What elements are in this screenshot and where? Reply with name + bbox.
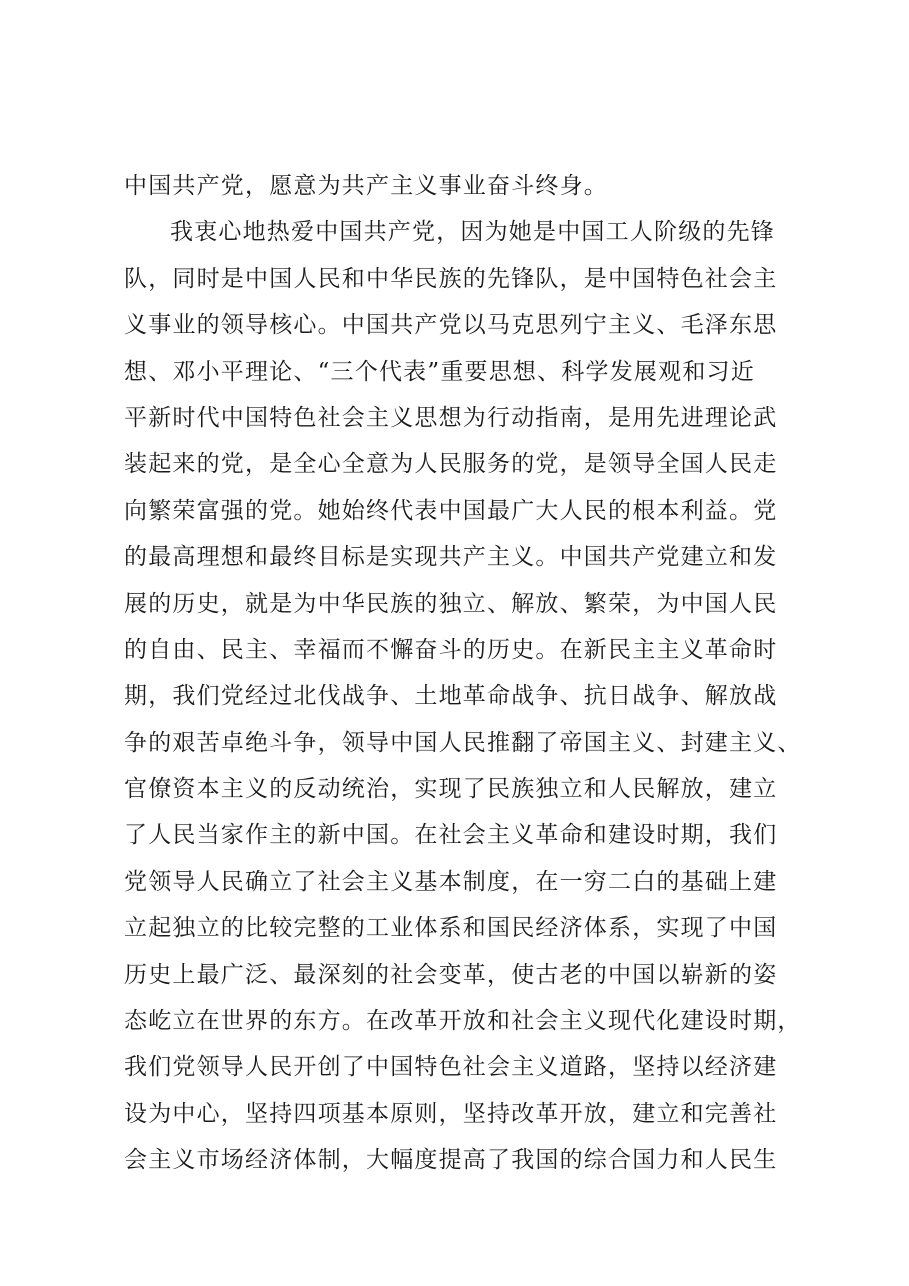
text-line: 中国共产党，愿意为共产主义事业奋斗终身。 (124, 173, 608, 199)
text-line: 展的历史，就是为中华民族的独立、解放、繁荣，为中国人民 (124, 590, 778, 617)
text-line: 了人民当家作主的新中国。在社会主义革命和建设时期，我们 (124, 822, 778, 849)
text-line: 平新时代中国特色社会主义思想为行动指南，是用先进理论武 (124, 404, 778, 431)
text-line: 的最高理想和最终目标是实现共产主义。中国共产党建立和发 (124, 544, 778, 571)
text-line: 争的艰苦卓绝斗争，领导中国人民推翻了帝国主义、封建主义、 (124, 729, 802, 756)
text-line: 设为中心，坚持四项基本原则，坚持改革开放，建立和完善社 (124, 1100, 778, 1127)
text-line: 向繁荣富强的党。她始终代表中国最广大人民的根本利益。党 (124, 497, 778, 524)
text-line: 期，我们党经过北伐战争、土地革命战争、抗日战争、解放战 (124, 683, 778, 710)
paragraph-first-line: 我衷心地热爱中国共产党，因为她是中国工人阶级的先锋 (170, 219, 775, 246)
text-line: 我们党领导人民开创了中国特色社会主义道路，坚持以经济建 (124, 1054, 778, 1081)
body-text (124, 163, 814, 1184)
text-line: 义事业的领导核心。中国共产党以马克思列宁主义、毛泽东思 (124, 312, 778, 339)
text-line: 党领导人民确立了社会主义基本制度，在一穷二白的基础上建 (124, 868, 778, 895)
text-line: 态屹立在世界的东方。在改革开放和社会主义现代化建设时期， (124, 1008, 802, 1035)
text-line: 官僚资本主义的反动统治，实现了民族独立和人民解放，建立 (124, 776, 778, 803)
text-line: 历史上最广泛、最深刻的社会变革，使古老的中国以崭新的姿 (124, 961, 778, 988)
text-line: 队，同时是中国人民和中华民族的先锋队，是中国特色社会主 (124, 265, 778, 292)
text-line: 的自由、民主、幸福而不懈奋斗的历史。在新民主主义革命时 (124, 636, 778, 663)
text-line: 会主义市场经济体制，大幅度提高了我国的综合国力和人民生 (124, 1147, 778, 1174)
text-line: 装起来的党，是全心全意为人民服务的党，是领导全国人民走 (124, 451, 778, 478)
text-line: 想、邓小平理论、“三个代表”重要思想、科学发展观和习近 (124, 358, 755, 385)
text-line: 立起独立的比较完整的工业体系和国民经济体系，实现了中国 (124, 915, 778, 942)
